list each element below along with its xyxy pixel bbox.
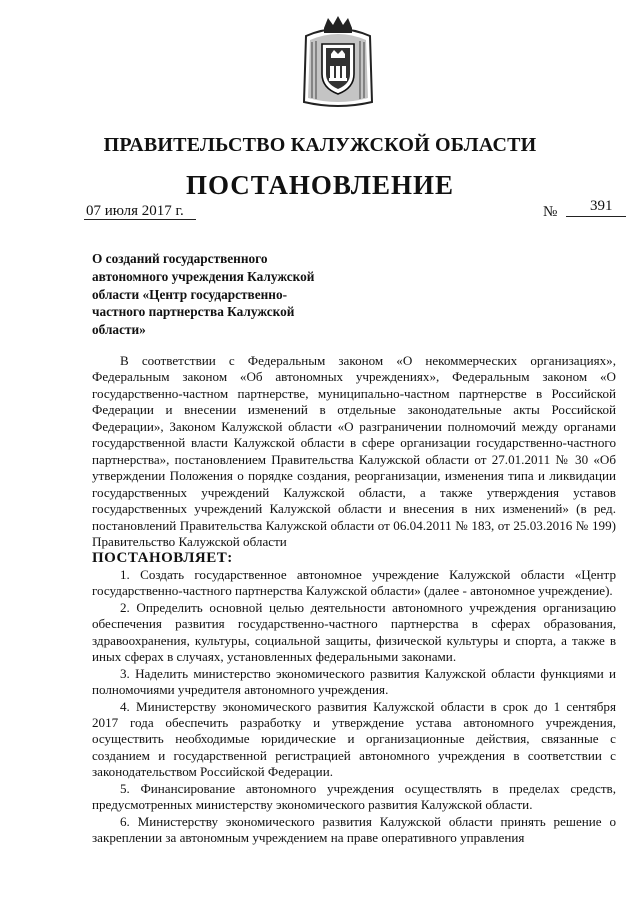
coat-of-arms-icon	[300, 14, 376, 110]
document-body	[92, 353, 616, 847]
clause-paragraph: 3. Наделить министерство экономического развития Калужской области функциями и полномочиями учредителя автономного учреждения.	[92, 665, 616, 698]
number-underline	[566, 216, 626, 217]
subject-line: О созданий государственного	[92, 251, 268, 266]
number-sign: №	[543, 204, 558, 220]
document-date: 07 июля 2017 г.	[86, 203, 184, 219]
preamble-paragraph: В соответствии с Федеральным законом «О некоммерческих организациях», Федеральным законом «Об автономных учреждениях», Федеральным законом «О государственно-частном партнерстве, муниципально-частном партнерстве в Российской Федерации и внесении изменений в отдельные законодательные акты Российской Федерации», Законом Калужской области «О разграничении полномочий между органами государственной власти Калужской области в сфере организации государственно-частного партнерства», постановлением Правительства Калужской области от 27.01.2011 № 30 «Об утверждении Положения о порядке создания, реорганизации, изменения типа и ликвидации государственных учреждений Калужской области, а также утверждения уставов государственных учреждений Калужской области и внесения в них изменений» (в ред. постановлений Правительства Калужской области от 06.04.2011 № 183, от 25.03.2016 № 199) Правительство Калужской области	[92, 353, 616, 549]
subject-line: автономного учреждения Калужской	[92, 268, 315, 284]
document-subject	[92, 250, 332, 339]
date-underline	[84, 219, 196, 220]
clause-paragraph: 2. Определить основной целью деятельности автономного учреждения организацию обеспечения развития государственно-частного партнерства в сферах образования, здравоохранения, культуры, социальной защиты, физической культуры и спорта, а также в иных сферах в случаях, установленных федеральными законами.	[92, 599, 616, 665]
document-type: ПОСТАНОВЛЕНИЕ	[185, 170, 455, 200]
subject-line: области»	[92, 322, 146, 338]
subject-line: частного партнерства Калужской	[92, 304, 295, 320]
clause-paragraph: 4. Министерству экономического развития Калужской области в срок до 1 сентября 2017 года обеспечить разработку и утверждение устава автономного учреждения, осуществить необходимые юридические и организационные действия, связанные с созданием и государственной регистрацией автономного учреждения в соответствии с законодательством Российской Федерации.	[92, 698, 616, 780]
clause-paragraph: 6. Министерству экономического развития Калужской области принять решение о закреплении за автономным учреждением на праве оперативного управления	[92, 813, 616, 846]
government-title: ПРАВИТЕЛЬСТВО КАЛУЖСКОЙ ОБЛАСТИ	[103, 134, 537, 156]
decree-heading: ПОСТАНОВЛЯЕТ:	[92, 550, 233, 567]
document-number: 391	[590, 198, 613, 214]
subject-line: области «Центр государственно-	[92, 286, 288, 302]
clause-paragraph: 5. Финансирование автономного учреждения осуществлять в пределах средств, предусмотренных министерству экономического развития Калужской области.	[92, 780, 616, 813]
clause-paragraph: 1. Создать государственное автономное учреждение Калужской области «Центр государственно-частного партнерства Калужской области» (далее - автономное учреждение).	[92, 566, 616, 599]
